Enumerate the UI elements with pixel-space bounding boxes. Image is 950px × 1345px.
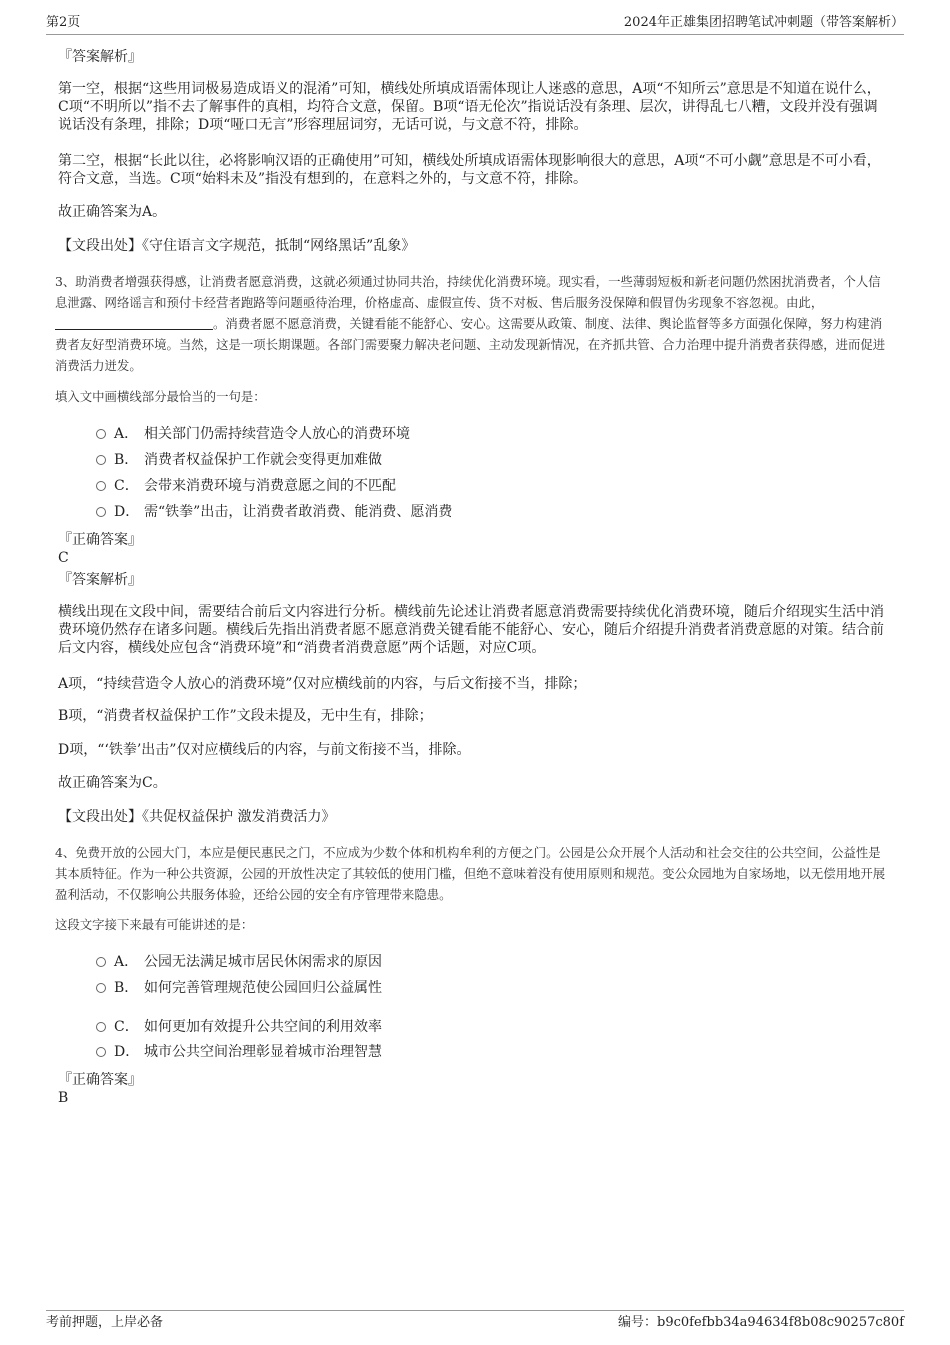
q3-analysis-p2: A项，“持续营造令人放心的消费环境”仅对应横线前的内容，与后文衔接不当，排除； bbox=[58, 676, 587, 692]
q3-source: 【文段出处】《共促权益保护 激发消费活力》 bbox=[58, 809, 336, 825]
page-footer bbox=[46, 1310, 904, 1334]
q2-conclusion: 故正确答案为A。 bbox=[58, 204, 167, 220]
option-text: 需“铁拳”出击，让消费者敢消费、能消费、愿消费 bbox=[144, 504, 453, 520]
option-text: 消费者权益保护工作就会变得更加难做 bbox=[144, 452, 382, 468]
q3-option-c[interactable] bbox=[96, 477, 396, 495]
option-key: D． bbox=[114, 504, 140, 520]
footer-slogan: 考前押题，上岸必备 bbox=[46, 1315, 164, 1330]
q2-analysis-label: 『答案解析』 bbox=[58, 49, 142, 65]
radio-icon[interactable] bbox=[96, 983, 106, 993]
q4-option-c[interactable] bbox=[96, 1018, 382, 1036]
option-key: D． bbox=[114, 1044, 140, 1060]
q2-source: 【文段出处】《守住语言文字规范，抵制“网络黑话”乱象》 bbox=[58, 238, 416, 254]
radio-icon[interactable] bbox=[96, 481, 106, 491]
q4-answer-label: 『正确答案』 bbox=[58, 1072, 142, 1088]
q3-analysis-p3: B项，“消费者权益保护工作”文段未提及，无中生有，排除； bbox=[58, 708, 433, 724]
option-text: 如何更加有效提升公共空间的利用效率 bbox=[144, 1019, 382, 1035]
q3-analysis-p4: D项，“‘铁拳’出击”仅对应横线后的内容，与前文衔接不当，排除。 bbox=[58, 742, 471, 758]
page-number: 第2页 bbox=[46, 15, 81, 30]
option-text: 公园无法满足城市居民休闲需求的原因 bbox=[144, 954, 382, 970]
q3-answer: C bbox=[58, 550, 69, 566]
q3-blank-line bbox=[55, 317, 213, 330]
radio-icon[interactable] bbox=[96, 1022, 106, 1032]
radio-icon[interactable] bbox=[96, 455, 106, 465]
page-header bbox=[46, 14, 904, 35]
serial-label: 编号： bbox=[618, 1315, 658, 1330]
q3-option-d[interactable] bbox=[96, 503, 452, 521]
footer-serial bbox=[618, 1314, 904, 1332]
option-key: A． bbox=[114, 954, 139, 970]
q3-stem bbox=[55, 271, 890, 376]
option-text: 会带来消费环境与消费意愿之间的不匹配 bbox=[144, 478, 396, 494]
q4-question: 这段文字接下来最有可能讲述的是： bbox=[55, 917, 254, 932]
option-key: B． bbox=[114, 980, 139, 996]
q3-conclusion: 故正确答案为C。 bbox=[58, 775, 167, 791]
q4-answer: B bbox=[58, 1090, 69, 1106]
q3-analysis-p1: 横线出现在文段中间，需要结合前后文内容进行分析。横线前先论述让消费者愿意消费需要持续优化消费环境，随后介绍现实生活中消费环境仍然存在诸多问题。横线后先指出消费者愿不愿意消费关键看能不能舒心、安心，随后介绍提升消费者消费意愿的对策。结合前后文内容，横线处应包含“消费环境”和“消费者消费意愿”两个话题，对应C项。 bbox=[58, 604, 884, 656]
radio-icon[interactable] bbox=[96, 507, 106, 517]
option-key: B． bbox=[114, 452, 139, 468]
q2-analysis-p1: 第一空，根据“这些用词极易造成语义的混淆”可知，横线处所填成语需体现让人迷惑的意思，A项“不知所云”意思是不知道在说什么，C项“不明所以”指不去了解事件的真相，均符合文意，保留。B项“语无伦次”指说话没有条理、层次，讲得乱七八糟，文段并没有强调说话没有条理，排除；D项“哑口无言”形容理屈词穷，无话可说，与文意不符，排除。 bbox=[58, 81, 881, 133]
q3-stem-after: 。消费者愿不愿意消费，关键看能不能舒心、安心。这需要从政策、制度、法律、舆论监督等多方面强化保障，努力构建消费者友好型消费环境。当然，这是一项长期课题。各部门需要聚力解决老问题、主动发现新情况，在齐抓共管、合力治理中提升消费者获得感，进而促进消费活力迸发。 bbox=[55, 316, 886, 373]
radio-icon[interactable] bbox=[96, 957, 106, 967]
q3-stem-before: 3、助消费者增强获得感，让消费者愿意消费，这就必须通过协同共治，持续优化消费环境。现实看，一些薄弱短板和新老问题仍然困扰消费者，个人信息泄露、网络谣言和预付卡经营者跑路等问题亟待治理，价格虚高、虚假宣传、货不对板、售后服务没保障和假冒伪劣现象不容忽视。由此， bbox=[55, 274, 881, 310]
option-key: C． bbox=[114, 1019, 139, 1035]
radio-icon[interactable] bbox=[96, 1047, 106, 1057]
q4-option-d[interactable] bbox=[96, 1043, 382, 1061]
q3-answer-label: 『正确答案』 bbox=[58, 532, 142, 548]
document-title: 2024年正雄集团招聘笔试冲刺题（带答案解析） bbox=[623, 15, 904, 30]
q4-option-a[interactable] bbox=[96, 953, 382, 971]
radio-icon[interactable] bbox=[96, 429, 106, 439]
q3-option-a[interactable] bbox=[96, 425, 410, 443]
q4-stem: 4、免费开放的公园大门，本应是便民惠民之门，不应成为少数个体和机构牟利的方便之门。公园是公众开展个人活动和社会交往的公共空间，公益性是其本质特征。作为一种公共资源，公园的开放性决定了其较低的使用门槛，但绝不意味着没有使用原则和规范。变公众园地为自家场地，以无偿用地开展盈利活动，不仅影响公共服务体验，还给公园的安全有序管理带来隐患。 bbox=[55, 845, 886, 902]
serial-value: b9c0fefbb34a94634f8b08c90257c80f bbox=[657, 1315, 904, 1330]
option-text: 如何完善管理规范使公园回归公益属性 bbox=[144, 980, 382, 996]
option-key: C． bbox=[114, 478, 139, 494]
option-key: A． bbox=[114, 426, 139, 442]
q3-analysis-label: 『答案解析』 bbox=[58, 572, 142, 588]
option-text: 相关部门仍需持续营造令人放心的消费环境 bbox=[144, 426, 410, 442]
option-text: 城市公共空间治理彰显着城市治理智慧 bbox=[144, 1044, 382, 1060]
q3-option-b[interactable] bbox=[96, 451, 382, 469]
q4-option-b[interactable] bbox=[96, 979, 382, 997]
q2-analysis-p2: 第二空，根据“长此以往，必将影响汉语的正确使用”可知，横线处所填成语需体现影响很大的意思，A项“不可小觑”意思是不可小看，符合文意，当选。C项“始料未及”指没有想到的，在意料之外的，与文意不符，排除。 bbox=[58, 153, 881, 187]
q3-question: 填入文中画横线部分最恰当的一句是： bbox=[55, 389, 266, 404]
